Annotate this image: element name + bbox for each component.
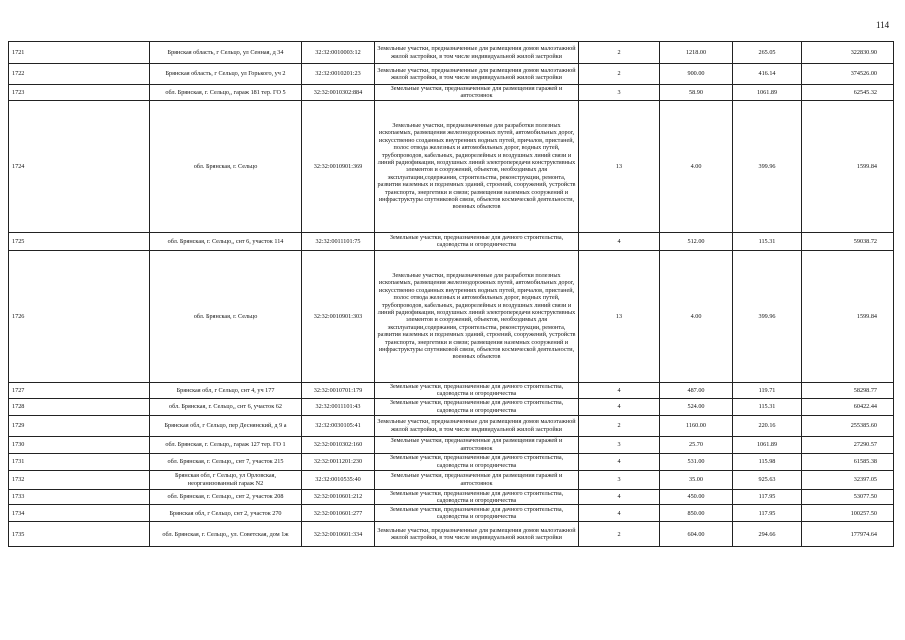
cadastral-number-cell: 32:32:0030105:41 [302, 415, 375, 436]
land-use-cell: Земельные участки, предназначенные для размещения гаражей и автостоянок [375, 436, 579, 453]
area-cell: 512.00 [660, 232, 733, 250]
cadastral-number-cell: 32:32:0011101:75 [302, 232, 375, 250]
land-use-cell: Земельные участки, предназначенные для разработки полезных ископаемых, размещения железнодорожных путей, автомобильных дорог, искусственно созданных внутренних водных путей, причалов, пристаней, полос отвода железных и автомобильных дорог, водных путей, трубопроводов, кабельных, радиорелейных и воздушных линий связи и линий радиофикации, воздушных линий электропередачи конструктивных элементов и сооружений, объектов, необходимых для эксплуатации,содержания, строительства, реконструкции, ремонта, развития наземных и подземных зданий, строений, сооружений, устройств транспорта, энергетики и связи; размещения наземных сооружений и инфраструктуры спутниковой связи, объектов космической деятельности, военных объектов [375, 250, 579, 382]
land-use-cell: Земельные участки, предназначенные для разработки полезных ископаемых, размещения железнодорожных путей, автомобильных дорог, искусственно созданных внутренних водных путей, причалов, пристаней, полос отвода железных и автомобильных дорог, водных путей, трубопроводов, кабельных, радиорелейных и воздушных линий связи и линий радиофикации, воздушных линий электропередачи конструктивных элементов и сооружений, объектов, необходимых для эксплуатации,содержания, строительства, реконструкции, ремонта, развития наземных и подземных зданий, строений, сооружений, устройств транспорта, энергетики и связи; размещения наземных сооружений и инфраструктуры спутниковой связи, объектов космической деятельности, военных объектов [375, 100, 579, 232]
area-cell: 4.00 [660, 100, 733, 232]
table-row [9, 42, 894, 64]
area-cell: 1218.00 [660, 42, 733, 64]
land-use-cell: Земельные участки, предназначенные для дачного строительства, садоводства и огородничества [375, 505, 579, 522]
table-row [9, 522, 894, 547]
area-cell: 450.00 [660, 489, 733, 505]
cadastral-value-cell: 322830.90 [802, 42, 894, 64]
land-use-cell: Земельные участки, предназначенные для дачного строительства, садоводства и огородничества [375, 232, 579, 250]
group-number-cell: 2 [579, 522, 660, 547]
specific-value-cell: 1061.89 [733, 436, 802, 453]
group-number-cell: 4 [579, 489, 660, 505]
row-number-cell: 1730 [9, 436, 150, 453]
address-cell: Брянская область, г Сельцо, ул Сенная, д 34 [150, 42, 302, 64]
group-number-cell: 3 [579, 436, 660, 453]
cadastral-number-cell: 32:32:0010601:212 [302, 489, 375, 505]
group-number-cell: 2 [579, 415, 660, 436]
specific-value-cell: 117.95 [733, 505, 802, 522]
cadastral-value-cell: 255385.60 [802, 415, 894, 436]
specific-value-cell: 1061.89 [733, 85, 802, 101]
cadastral-number-cell: 32:32:0010535:40 [302, 470, 375, 489]
row-number-cell: 1727 [9, 382, 150, 398]
address-cell: обл. Брянская, г. Сельцо [150, 250, 302, 382]
address-cell: обл. Брянская, г. Сельцо,, снт 6, участок 114 [150, 232, 302, 250]
area-cell: 35.00 [660, 470, 733, 489]
table-row [9, 470, 894, 489]
land-use-cell: Земельные участки, предназначенные для размещения домов малоэтажной жилой застройки, в том числе индивидуальной жилой застройки [375, 42, 579, 64]
cadastral-value-cell: 61585.38 [802, 453, 894, 470]
group-number-cell: 4 [579, 382, 660, 398]
cadastral-value-cell: 100257.50 [802, 505, 894, 522]
cadastral-number-cell: 32:32:0010003:12 [302, 42, 375, 64]
row-number-cell: 1735 [9, 522, 150, 547]
group-number-cell: 4 [579, 398, 660, 415]
specific-value-cell: 115.31 [733, 398, 802, 415]
row-number-cell: 1721 [9, 42, 150, 64]
address-cell: обл. Брянская, г. Сельцо,, ул. Советская, дом 1ж [150, 522, 302, 547]
area-cell: 524.00 [660, 398, 733, 415]
cadastral-number-cell: 32:32:0011101:43 [302, 398, 375, 415]
group-number-cell: 4 [579, 232, 660, 250]
row-number-cell: 1729 [9, 415, 150, 436]
address-cell: Брянская обл, г Сельцо, пер Деснянский, д 9 а [150, 415, 302, 436]
area-cell: 531.00 [660, 453, 733, 470]
cadastral-value-cell: 27290.57 [802, 436, 894, 453]
table-row [9, 250, 894, 382]
land-use-cell: Земельные участки, предназначенные для размещения домов малоэтажной жилой застройки, в том числе индивидуальной жилой застройки [375, 415, 579, 436]
row-number-cell: 1728 [9, 398, 150, 415]
area-cell: 487.00 [660, 382, 733, 398]
land-use-cell: Земельные участки, предназначенные для дачного строительства, садоводства и огородничества [375, 382, 579, 398]
cadastral-number-cell: 32:32:0010302:160 [302, 436, 375, 453]
specific-value-cell: 399.96 [733, 100, 802, 232]
cadastral-value-cell: 59038.72 [802, 232, 894, 250]
table-row [9, 382, 894, 398]
group-number-cell: 13 [579, 100, 660, 232]
table-row [9, 85, 894, 101]
specific-value-cell: 399.96 [733, 250, 802, 382]
group-number-cell: 2 [579, 42, 660, 64]
row-number-cell: 1722 [9, 64, 150, 85]
cadastral-number-cell: 32:32:0011201:230 [302, 453, 375, 470]
land-use-cell: Земельные участки, предназначенные для размещения домов малоэтажной жилой застройки, в том числе индивидуальной жилой застройки [375, 64, 579, 85]
area-cell: 604.00 [660, 522, 733, 547]
table-row [9, 100, 894, 232]
specific-value-cell: 117.95 [733, 489, 802, 505]
cadastral-value-cell: 53077.50 [802, 489, 894, 505]
cadastral-number-cell: 32:32:0010302:884 [302, 85, 375, 101]
cadastral-value-cell: 62545.32 [802, 85, 894, 101]
group-number-cell: 3 [579, 85, 660, 101]
land-use-cell: Земельные участки, предназначенные для размещения гаражей и автостоянок [375, 470, 579, 489]
area-cell: 4.00 [660, 250, 733, 382]
address-cell: обл. Брянская, г. Сельцо,, гараж 181 тер. ГО 5 [150, 85, 302, 101]
land-use-cell: Земельные участки, предназначенные для размещения гаражей и автостоянок [375, 85, 579, 101]
row-number-cell: 1725 [9, 232, 150, 250]
cadastral-number-cell: 32:32:0010201:23 [302, 64, 375, 85]
address-cell: Брянская обл, г Сельцо, ул Орловская, неорганизованный гараж N2 [150, 470, 302, 489]
table-row [9, 505, 894, 522]
row-number-cell: 1731 [9, 453, 150, 470]
land-plots-table [8, 41, 894, 547]
row-number-cell: 1734 [9, 505, 150, 522]
address-cell: обл. Брянская, г. Сельцо,, снт 2, участок 208 [150, 489, 302, 505]
cadastral-number-cell: 32:32:0010601:277 [302, 505, 375, 522]
land-use-cell: Земельные участки, предназначенные для дачного строительства, садоводства и огородничества [375, 398, 579, 415]
table-row [9, 436, 894, 453]
group-number-cell: 13 [579, 250, 660, 382]
specific-value-cell: 265.05 [733, 42, 802, 64]
address-cell: Брянская обл, г Сельцо, снт 4, уч 177 [150, 382, 302, 398]
area-cell: 1160.00 [660, 415, 733, 436]
group-number-cell: 4 [579, 505, 660, 522]
specific-value-cell: 294.66 [733, 522, 802, 547]
cadastral-value-cell: 177974.64 [802, 522, 894, 547]
cadastral-value-cell: 1599.84 [802, 100, 894, 232]
cadastral-value-cell: 374526.00 [802, 64, 894, 85]
specific-value-cell: 220.16 [733, 415, 802, 436]
table-row [9, 398, 894, 415]
cadastral-number-cell: 32:32:0010601:334 [302, 522, 375, 547]
land-use-cell: Земельные участки, предназначенные для дачного строительства, садоводства и огородничества [375, 489, 579, 505]
row-number-cell: 1723 [9, 85, 150, 101]
area-cell: 25.70 [660, 436, 733, 453]
address-cell: обл. Брянская, г. Сельцо,, гараж 127 тер. ГО 1 [150, 436, 302, 453]
address-cell: обл. Брянская, г. Сельцо [150, 100, 302, 232]
table-row [9, 64, 894, 85]
land-use-cell: Земельные участки, предназначенные для дачного строительства, садоводства и огородничества [375, 453, 579, 470]
row-number-cell: 1726 [9, 250, 150, 382]
table-row [9, 415, 894, 436]
specific-value-cell: 115.31 [733, 232, 802, 250]
specific-value-cell: 925.63 [733, 470, 802, 489]
row-number-cell: 1733 [9, 489, 150, 505]
group-number-cell: 3 [579, 470, 660, 489]
land-use-cell: Земельные участки, предназначенные для размещения домов малоэтажной жилой застройки, в том числе индивидуальной жилой застройки [375, 522, 579, 547]
address-cell: Брянская область, г Сельцо, ул Горького, уч 2 [150, 64, 302, 85]
address-cell: Брянская обл, г Сельцо, снт 2, участок 270 [150, 505, 302, 522]
row-number-cell: 1724 [9, 100, 150, 232]
specific-value-cell: 416.14 [733, 64, 802, 85]
group-number-cell: 4 [579, 453, 660, 470]
page-number: 114 [876, 20, 890, 30]
table-row [9, 489, 894, 505]
cadastral-value-cell: 58298.77 [802, 382, 894, 398]
cadastral-number-cell: 32:32:0010701:179 [302, 382, 375, 398]
row-number-cell: 1732 [9, 470, 150, 489]
group-number-cell: 2 [579, 64, 660, 85]
cadastral-number-cell: 32:32:0010901:303 [302, 250, 375, 382]
specific-value-cell: 115.98 [733, 453, 802, 470]
cadastral-value-cell: 32397.05 [802, 470, 894, 489]
table-row [9, 232, 894, 250]
area-cell: 58.90 [660, 85, 733, 101]
address-cell: обл. Брянская, г. Сельцо,, снт 6, участок 62 [150, 398, 302, 415]
address-cell: обл. Брянская, г. Сельцо,, снт 7, участок 215 [150, 453, 302, 470]
cadastral-number-cell: 32:32:0010901:369 [302, 100, 375, 232]
cadastral-value-cell: 1599.84 [802, 250, 894, 382]
area-cell: 900.00 [660, 64, 733, 85]
cadastral-value-cell: 60422.44 [802, 398, 894, 415]
specific-value-cell: 119.71 [733, 382, 802, 398]
area-cell: 850.00 [660, 505, 733, 522]
table-row [9, 453, 894, 470]
